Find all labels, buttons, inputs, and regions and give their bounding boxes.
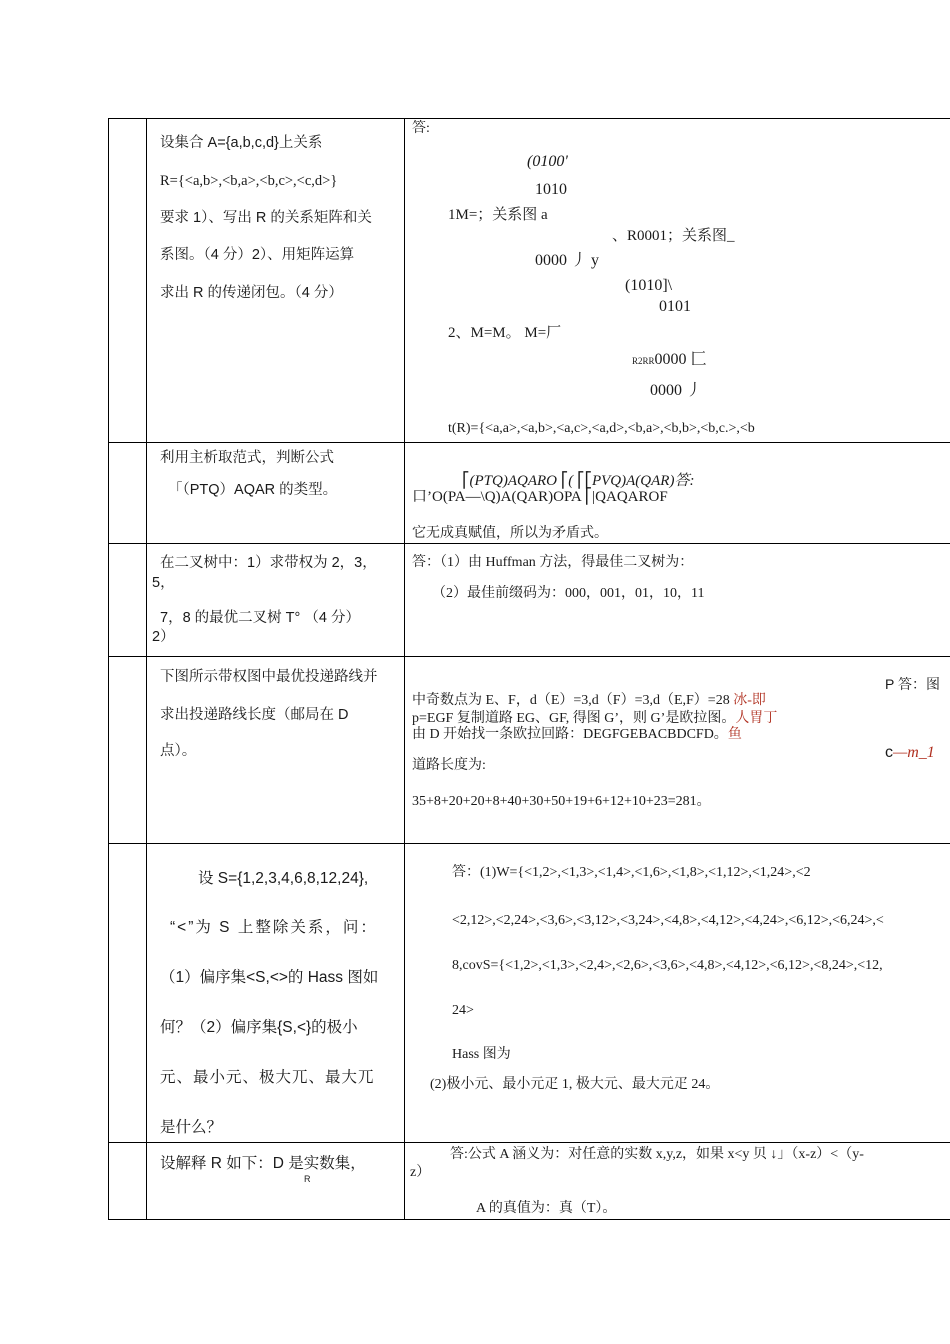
question-line: 求出投递路线长度（邮局在 D xyxy=(160,707,349,723)
question-line: 「（PTQ）AQAR 的类型。 xyxy=(168,482,338,498)
column-divider xyxy=(146,118,147,1219)
table-bottom-border xyxy=(108,1219,950,1220)
answer-line: 24> xyxy=(452,1003,474,1018)
question-line: 元、最小元、极大兀、最大兀 xyxy=(160,1069,375,1086)
answer-line: 8,covS={<1,2>,<1,3>,<2,4>,<2,6>,<3,6>,<4,8>,<4,12>,<6,12>,<8,24>,<12, xyxy=(452,958,883,973)
conclusion-line: 它无成真赋值，所以为矛盾式。 xyxy=(412,526,608,541)
side-note-text: —m_1 xyxy=(893,744,935,761)
matrix-line: (0100' xyxy=(527,153,568,170)
answer-line xyxy=(412,727,742,744)
answer-note: 人胃丁 xyxy=(735,711,778,726)
answer-line: 道路长度为: xyxy=(412,758,486,773)
row-divider xyxy=(108,843,950,844)
matrix-line: (1010]\ xyxy=(625,277,673,294)
closure-line: t(R)={<a,a>,<a,b>,<a,c>,<a,d>,<b,a>,<b,b>,<b,c.>,<b xyxy=(448,421,755,436)
column-divider xyxy=(404,118,405,1219)
answer-line: z） xyxy=(410,1165,431,1180)
matrix-value: 0000 匚 xyxy=(654,351,707,368)
question-line: 2） xyxy=(152,629,175,645)
question-line: 何？（2）偏序集{S,<}的极小 xyxy=(160,1019,358,1036)
matrix-line xyxy=(632,350,707,369)
question-line: 是什么？ xyxy=(160,1119,223,1136)
question-subscript: R xyxy=(304,1174,311,1184)
answer-text: 由 D 开始找一条欧拉回路：DEGFGEBACBDCFD。 xyxy=(412,727,728,742)
row-divider xyxy=(108,656,950,657)
formula-line: 口’O(PA—\Q)A(QAR)OPA ⎡|QAQAROF xyxy=(412,489,668,505)
side-note-prefix: c xyxy=(885,744,893,761)
answer-line: (2)极小元、最小元疋 1, 极大元、最大元疋 24。 xyxy=(430,1077,720,1092)
answer-line: （2）最佳前缀码为：000，001，01，10，11 xyxy=(432,586,705,601)
answer-line: 答：(1)W={<1,2>,<1,3>,<1,4>,<1,6>,<1,8>,<1,12>,<1,24>,<2 xyxy=(452,865,811,880)
answer-line: 答:公式 A 涵义为：对任意的实数 x,y,z，如果 x<y 贝 ↓」（x-z）<（y- xyxy=(450,1147,864,1162)
answer-line: <2,12>,<2,24>,<3,6>,<3,12>,<3,24>,<4,8>,<4,12>,<4,24>,<6,12>,<6,24>,< xyxy=(452,913,884,928)
answer-line xyxy=(412,711,777,728)
matrix-line: 0101 xyxy=(659,298,691,315)
question-line: “<”为 S 上整除关系，问： xyxy=(170,919,378,936)
question-line: 5， xyxy=(152,575,175,591)
answer-line: 35+8+20+20+8+40+30+50+19+6+12+10+23=281。 xyxy=(412,794,711,809)
question-line: 设解释 R 如下：D 是实数集， xyxy=(160,1155,366,1172)
question-line: 设 S={1,2,3,4,6,8,12,24}, xyxy=(198,870,369,887)
answer-note: 鱼 xyxy=(727,727,742,742)
matrix-subscript: R2RR xyxy=(632,356,655,366)
answer-line xyxy=(412,693,766,710)
matrix-line: 1010 xyxy=(535,181,567,198)
answer-label: 答: xyxy=(412,121,430,136)
row-divider xyxy=(108,543,950,544)
answer-note: 冰-即 xyxy=(733,693,766,708)
answer-line: A 的真值为：真（T）。 xyxy=(476,1201,617,1216)
question-line: 7，8 的最优二叉树 T° （4 分） xyxy=(160,610,360,626)
table-top-border xyxy=(108,118,950,119)
matrix-line: 0000 丿 y xyxy=(535,252,600,269)
answer-text: p=EGF 复制道路 EG、GF, 得图 G’，则 G’是欧拉图。 xyxy=(412,711,736,726)
matrix-line: 0000 丿 xyxy=(650,382,703,399)
question-line: 要求 1）、写出 R 的关系矩阵和关 xyxy=(160,210,372,226)
answer-side-note xyxy=(885,743,935,762)
question-line: 下图所示带权图中最优投递路线并 xyxy=(160,669,378,685)
answer-line: Hass 图为 xyxy=(452,1047,511,1062)
question-line: 利用主析取范式，判断公式 xyxy=(160,450,334,466)
answer-line: 答：（1）由 Huffman 方法，得最佳二叉树为： xyxy=(412,555,694,570)
matrix-line: 、R0001；关系图_ xyxy=(612,228,735,244)
question-line: 设集合 A={a,b,c,d}上关系 xyxy=(160,135,323,151)
question-line: R={<a,b>,<b,a>,<b,c>,<c,d>} xyxy=(160,173,338,189)
matrix-line: 2、M=M。 M=厂 xyxy=(448,325,562,341)
answer-side-note: P 答：图 xyxy=(885,676,940,692)
question-line: 点）。 xyxy=(160,743,197,759)
row-divider xyxy=(108,1142,950,1143)
answer-text: 中奇数点为 E、F，d（E）=3,d（F）=3,d（E,F）=28 xyxy=(412,693,730,708)
question-line: 在二叉树中：1）求带权为 2，3， xyxy=(160,555,377,571)
formula-line: ⎡(PTQ)AQARO ⎡( ⎡⎡PVQ)A(QAR)答: xyxy=(462,473,695,489)
row-divider xyxy=(108,442,950,443)
table-left-border xyxy=(108,118,109,1219)
matrix-line: 1M=；关系图 a xyxy=(448,207,548,223)
question-line: 系图。（4 分）2）、用矩阵运算 xyxy=(160,247,355,263)
question-line: 求出 R 的传递闭包。（4 分） xyxy=(160,285,343,301)
question-line: （1）偏序集<S,<>的 Hass 图如 xyxy=(160,969,379,986)
